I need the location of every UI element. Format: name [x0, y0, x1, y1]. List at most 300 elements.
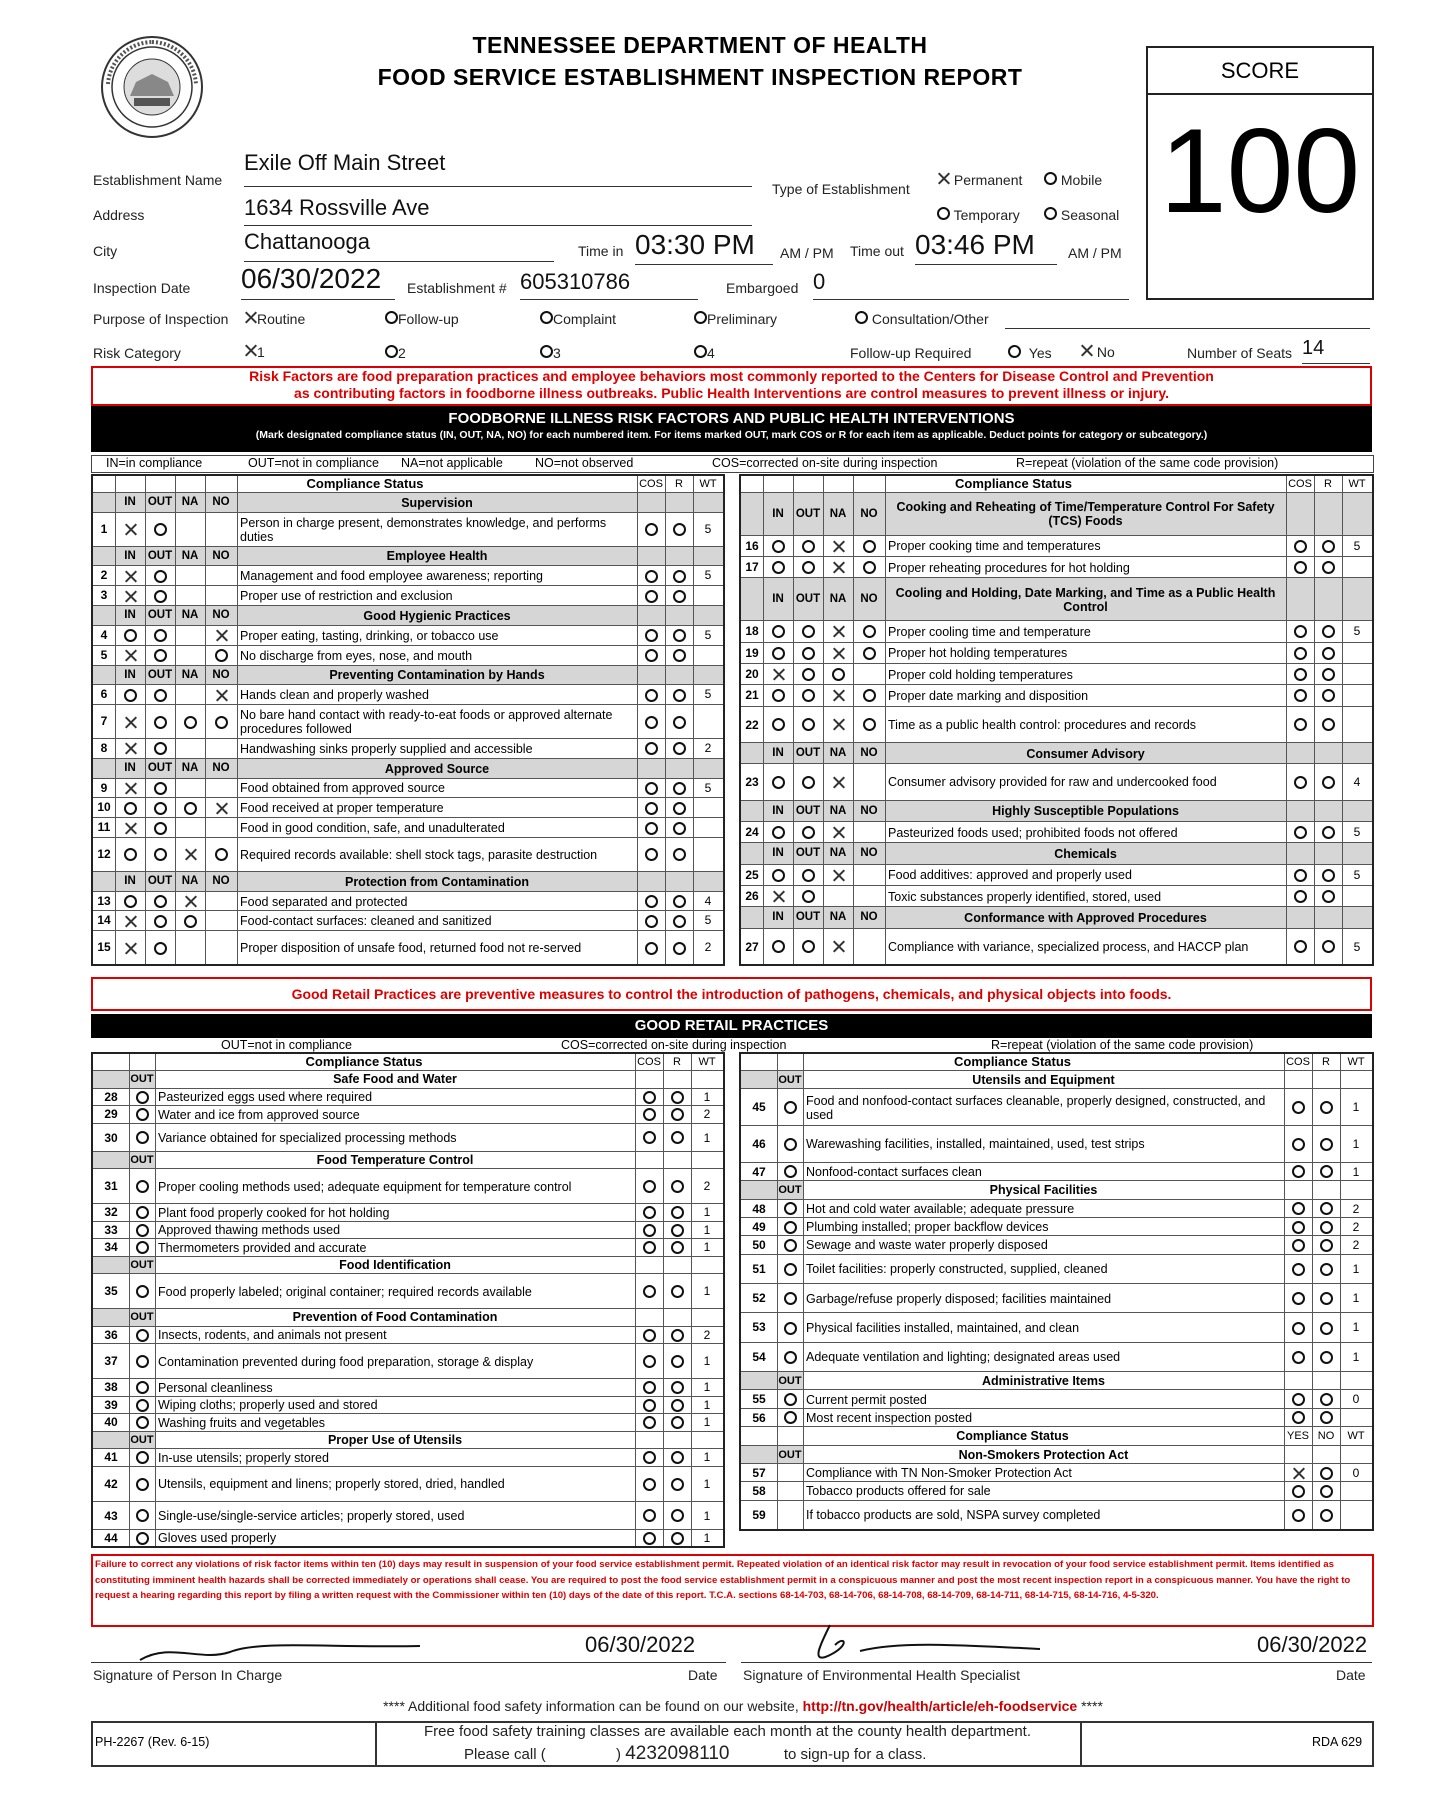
- grp-left-item-number: 36: [104, 1327, 118, 1342]
- rf-left-subheader: Employee Health: [386, 549, 488, 564]
- rf-right-col-out-label: OUT: [795, 911, 821, 924]
- inspection-date-label: Inspection Date: [93, 280, 191, 296]
- r-radio-icon: [1320, 1202, 1333, 1215]
- cos-radio-icon: [643, 1399, 656, 1412]
- rf-right-in-box: [763, 707, 793, 743]
- grp-right-item-row: [741, 1254, 1372, 1284]
- grp-right-r-box: [1312, 1236, 1340, 1254]
- grp-left-cos-box: [635, 1397, 663, 1415]
- rf-left-item-row: [93, 625, 723, 646]
- grp-right-item-row: [741, 1217, 1372, 1236]
- out-radio-icon: [784, 1351, 797, 1364]
- r-radio-icon: [1320, 1221, 1333, 1234]
- grp-right-out-box: [777, 1409, 803, 1427]
- establishment-number-label: Establishment #: [407, 280, 507, 296]
- cos-radio-icon: [1294, 776, 1307, 789]
- checked-icon: [937, 172, 950, 185]
- rf-right-item-text: Proper cooling time and temperature: [888, 624, 1091, 639]
- grp-left-item-number: 30: [104, 1130, 118, 1145]
- rf-right-cos-box: [1286, 664, 1314, 685]
- grp-left-item-number: 35: [104, 1284, 118, 1298]
- checked-icon: [832, 869, 845, 882]
- grp-left-weight: 1: [703, 1530, 711, 1545]
- grp-left-item-text: In-use utensils; properly stored: [158, 1450, 329, 1465]
- rf-left-column-divider: [237, 476, 238, 964]
- grp-right-cos-box: [1284, 1200, 1312, 1218]
- grp-right-item-text: Nonfood-contact surfaces clean: [806, 1164, 982, 1179]
- grp-left-item-row: [93, 1343, 723, 1379]
- grp-right-wt-header: WT: [1347, 1056, 1365, 1068]
- r-radio-icon: [671, 1180, 684, 1193]
- rf-right-column-divider: [853, 476, 854, 964]
- rf-right-no-box: [853, 557, 885, 578]
- rf-left-cos-box: [637, 911, 665, 931]
- rf-left-weight: 5: [704, 687, 712, 702]
- grp-left-col-out-label: OUT: [129, 1152, 155, 1170]
- grp-left-out-box: [129, 1530, 155, 1548]
- radio-icon: [694, 345, 707, 358]
- radio-icon: [802, 561, 815, 574]
- r-radio-icon: [671, 1329, 684, 1342]
- checked-icon: [772, 668, 785, 681]
- grp-left-r-box: [663, 1449, 691, 1467]
- grp-right-item-number: 50: [752, 1238, 766, 1253]
- rf-right-na-box: [823, 764, 853, 800]
- radio-icon: [772, 776, 785, 789]
- checked-icon: [124, 782, 137, 795]
- grp-right-item-number: 51: [752, 1261, 766, 1276]
- cos-radio-icon: [645, 590, 658, 603]
- r-radio-icon: [671, 1451, 684, 1464]
- grp-left-out-box: [129, 1222, 155, 1240]
- grp-left-weight: 1: [703, 1222, 711, 1237]
- risk-factors-title: FOODBORNE ILLNESS RISK FACTORS AND PUBLIC HEALTH INTERVENTIONS: [448, 410, 1015, 427]
- rf-left-r-box: [665, 838, 693, 872]
- checked-icon: [832, 540, 845, 553]
- out-radio-icon: [784, 1411, 797, 1424]
- grp-left-item-text: Proper cooling methods used; adequate equipment for temperature control: [158, 1179, 572, 1194]
- rf-left-item-text: Proper disposition of unsafe food, returned food not re-served: [240, 941, 582, 956]
- form-number: PH-2267 (Rev. 6-15): [95, 1735, 210, 1749]
- rf-right-na-box: [823, 865, 853, 886]
- rf-right-col-no-label: NO: [860, 746, 878, 759]
- rf-left-na-box: [175, 911, 205, 931]
- grp-right-item-text: Warewashing facilities, installed, maintained, used, test strips: [806, 1137, 1145, 1152]
- r-radio-icon: [673, 716, 686, 729]
- phone-number: 4232098110: [625, 1743, 730, 1764]
- rf-left-r-box: [665, 911, 693, 931]
- grp-right-item-row: [741, 1199, 1372, 1218]
- grp-left-item-number: 34: [104, 1240, 118, 1254]
- rf-left-r-box: [665, 779, 693, 799]
- rf-left-r-header: R: [675, 478, 683, 490]
- time-in-field: 03:30 PM: [635, 229, 773, 265]
- grp-left-weight: 2: [703, 1327, 711, 1342]
- grp-left-subheader-row: [93, 1431, 723, 1450]
- rf-left-weight: [693, 646, 723, 666]
- grp-left-r-box: [663, 1089, 691, 1107]
- radio-icon: [154, 590, 167, 603]
- grp-left-item-text: Pasteurized eggs used where required: [158, 1090, 373, 1105]
- rf-left-out-box: [145, 566, 175, 586]
- rf-right-col-na-label: NA: [829, 804, 847, 817]
- rf-left-weight: 5: [704, 913, 712, 928]
- rf-left-in-box: [115, 513, 145, 547]
- out-radio-icon: [136, 1224, 149, 1237]
- grp-right-weight: 1: [1352, 1320, 1360, 1335]
- rf-left-item-number: 13: [97, 893, 111, 908]
- grp-right-out-box: [777, 1313, 803, 1342]
- grp-left-item-text: Gloves used properly: [158, 1531, 277, 1546]
- rf-left-r-box: [665, 513, 693, 547]
- embargoed-label: Embargoed: [726, 280, 799, 296]
- radio-icon: [154, 915, 167, 928]
- rf-right-in-box: [763, 764, 793, 800]
- rf-right-r-box: [1314, 643, 1342, 664]
- grp-right-column-divider: [1284, 1054, 1285, 1529]
- rf-left-status-header: Compliance Status: [306, 476, 424, 491]
- radio-icon: [863, 689, 876, 702]
- grp-right-item-row: [741, 1235, 1372, 1254]
- rf-right-item-row: [741, 535, 1372, 557]
- grp-right-cos-box: [1284, 1482, 1312, 1500]
- rf-right-in-box: [763, 865, 793, 886]
- rf-left-col-out-label: OUT: [147, 761, 173, 774]
- rf-left-weight: 5: [704, 780, 712, 795]
- rf-left-subheader-row: [93, 665, 723, 686]
- legend-no: NO=not observed: [535, 456, 634, 470]
- rf-left-item-text: Proper use of restriction and exclusion: [240, 589, 453, 604]
- rf-left-weight: [693, 838, 723, 872]
- grp-left-r-box: [663, 1502, 691, 1530]
- time-in-label: Time in: [578, 243, 624, 259]
- rf-right-item-number: 26: [745, 888, 759, 903]
- city-label: City: [93, 243, 118, 259]
- rf-left-item-number: 14: [97, 913, 111, 928]
- radio-icon: [124, 848, 137, 861]
- grp-right-col-out-label: OUT: [777, 1181, 803, 1199]
- grp-left-cos-box: [635, 1169, 663, 1204]
- grp-left-cos-box: [635, 1530, 663, 1548]
- radio-icon: [215, 716, 228, 729]
- rf-left-item-text: Person in charge present, demonstrates knowledge, and performs duties: [240, 515, 607, 544]
- rf-left-cos-box: [637, 798, 665, 818]
- checked-icon: [832, 625, 845, 638]
- rf-right-out-box: [793, 536, 823, 557]
- grp-left-item-text: Single-use/single-service articles; properly stored, used: [158, 1508, 465, 1523]
- grp-left-out-box: [129, 1124, 155, 1152]
- grp-right-item-text: Hot and cold water available; adequate pressure: [806, 1201, 1075, 1216]
- rf-left-item-number: 5: [100, 647, 108, 662]
- food-service-link[interactable]: http://tn.gov/health/article/eh-foodservice: [802, 1698, 1078, 1714]
- address-field: 1634 Rossville Ave: [244, 195, 752, 226]
- r-radio-icon: [673, 782, 686, 795]
- grp-left-out-box: [129, 1169, 155, 1204]
- radio-icon: [124, 895, 137, 908]
- rf-right-col-in-label: IN: [772, 911, 784, 924]
- rf-right-weight: 5: [1353, 824, 1361, 839]
- rf-left-item-text: No discharge from eyes, nose, and mouth: [240, 648, 473, 663]
- rf-right-r-box: [1314, 929, 1342, 965]
- rf-right-item-number: 20: [745, 666, 759, 681]
- rf-left-col-out-label: OUT: [147, 609, 173, 622]
- ehs-signature-label: Signature of Environmental Health Specialist: [743, 1667, 1021, 1683]
- rf-right-col-no-label: NO: [860, 911, 878, 924]
- rf-left-item-text: Food-contact surfaces: cleaned and sanitized: [240, 914, 492, 929]
- grp-right-item-number: 49: [752, 1219, 766, 1234]
- rf-left-item-row: [93, 565, 723, 586]
- rf-left-column-divider: [115, 476, 116, 964]
- rf-right-item-text: Consumer advisory provided for raw and undercooked food: [888, 775, 1217, 790]
- grp-right-cos-box: [1284, 1126, 1312, 1163]
- grp-left-r-box: [663, 1530, 691, 1548]
- type-mobile: Mobile: [1044, 172, 1102, 188]
- grp-right-out-box: [777, 1390, 803, 1408]
- rf-left-subheader: Preventing Contamination by Hands: [329, 668, 545, 683]
- r-radio-icon: [1320, 1263, 1333, 1276]
- rf-right-item-number: 23: [745, 775, 759, 790]
- inspection-date-field: 06/30/2022: [241, 263, 395, 300]
- rf-right-r-box: [1314, 685, 1342, 706]
- rf-left-in-box: [115, 892, 145, 912]
- grp-left-cos-box: [635, 1124, 663, 1152]
- call-paren: ): [616, 1746, 622, 1763]
- grp-left-cos-box: [635, 1274, 663, 1309]
- report-title: FOOD SERVICE ESTABLISHMENT INSPECTION REPORT: [377, 64, 1023, 90]
- rf-left-item-row: [93, 817, 723, 838]
- rf-right-cos-box: [1286, 685, 1314, 706]
- checked-icon: [124, 942, 137, 955]
- grp-right-out-box: [777, 1163, 803, 1181]
- rf-left-column-divider: [693, 476, 694, 964]
- grp-left-weight: 1: [703, 1380, 711, 1394]
- rf-right-no-box: [853, 685, 885, 706]
- grp-right-item-text: Current permit posted: [806, 1392, 927, 1407]
- grp-right-r-box: [1312, 1089, 1340, 1126]
- grp-left-column-divider: [155, 1054, 156, 1546]
- rf-left-item-text: Hands clean and properly washed: [240, 688, 430, 703]
- grp-left-item-row: [93, 1088, 723, 1107]
- legend-in: IN=in compliance: [106, 456, 203, 470]
- rf-right-subheader: Highly Susceptible Populations: [992, 804, 1179, 819]
- grp-left-item-row: [93, 1448, 723, 1467]
- grp-left-weight: 1: [703, 1284, 711, 1298]
- type-permanent: Permanent: [937, 172, 1022, 188]
- cos-radio-icon: [1292, 1322, 1305, 1335]
- cos-radio-icon: [645, 523, 658, 536]
- city-field: Chattanooga: [244, 229, 554, 262]
- legend-r: R=repeat (violation of the same code provision): [1016, 456, 1279, 470]
- ehs-signature-line: [741, 1662, 1372, 1663]
- rf-left-r-box: [665, 626, 693, 646]
- radio-icon: [863, 540, 876, 553]
- grp-right-item-text: Garbage/refuse properly disposed; facilities maintained: [806, 1291, 1112, 1306]
- radio-icon: [802, 647, 815, 660]
- grp-section-header: GOOD RETAIL PRACTICES: [91, 1014, 1372, 1038]
- radio-icon: [772, 718, 785, 731]
- radio-icon: [154, 570, 167, 583]
- grp-right-out-box: [777, 1236, 803, 1254]
- grp-right-col-out-label: OUT: [777, 1372, 803, 1390]
- grp-left-r-box: [663, 1397, 691, 1415]
- rf-right-in-box: [763, 536, 793, 557]
- grp-left-weight: 1: [703, 1476, 711, 1491]
- rf-right-col-in-label: IN: [772, 847, 784, 860]
- radio-icon: [802, 540, 815, 553]
- out-radio-icon: [136, 1091, 149, 1104]
- grp-right-item-number: 46: [752, 1137, 766, 1152]
- rf-left-col-in-label: IN: [124, 496, 136, 508]
- rf-left-out-box: [145, 586, 175, 606]
- grp-right-item-text: Sewage and waste water properly disposed: [806, 1238, 1048, 1253]
- r-radio-icon: [1320, 1411, 1333, 1424]
- radio-icon: [154, 848, 167, 861]
- rf-right-subheader: Conformance with Approved Procedures: [964, 911, 1207, 925]
- rf-left-na-box: [175, 705, 205, 739]
- rf-right-cos-box: [1286, 886, 1314, 907]
- r-radio-icon: [673, 590, 686, 603]
- rf-left-weight: 2: [704, 940, 712, 955]
- cos-radio-icon: [645, 742, 658, 755]
- r-radio-icon: [1322, 647, 1335, 660]
- r-radio-icon: [1320, 1322, 1333, 1335]
- rf-left-out-box: [145, 739, 175, 759]
- rf-right-no-box: [853, 707, 885, 743]
- rf-left-col-no-label: NO: [212, 549, 230, 562]
- grp-right-item-row: [741, 1389, 1372, 1408]
- checked-icon: [215, 802, 228, 815]
- grp-left-item-row: [93, 1413, 723, 1432]
- radio-icon: [772, 540, 785, 553]
- cos-radio-icon: [645, 822, 658, 835]
- grp-left-item-text: Insects, rodents, and animals not present: [158, 1328, 387, 1343]
- grp-right-subheader-bg: [741, 1071, 777, 1089]
- radio-icon: [802, 718, 815, 731]
- rf-right-na-box: [823, 822, 853, 843]
- grp-right-subheader-row: [741, 1070, 1372, 1089]
- r-radio-icon: [671, 1224, 684, 1237]
- r-radio-icon: [1320, 1485, 1333, 1498]
- out-radio-icon: [136, 1451, 149, 1464]
- rf-left-col-no-label: NO: [212, 668, 230, 681]
- rf-right-out-box: [793, 865, 823, 886]
- time-out-field: 03:46 PM: [915, 229, 1057, 265]
- grp-left-cos-header: COS: [637, 1056, 661, 1068]
- rf-left-item-row: [93, 910, 723, 931]
- rf-left-cos-box: [637, 818, 665, 838]
- legend-out: OUT=not in compliance: [248, 456, 379, 470]
- rf-right-item-row: [741, 663, 1372, 685]
- grp-right-item-text: Adequate ventilation and lighting; designated areas used: [806, 1350, 1121, 1365]
- grp-right-out-box: [777, 1255, 803, 1284]
- grp-left-wt-header: WT: [698, 1056, 716, 1068]
- cos-radio-icon: [1294, 625, 1307, 638]
- rf-left-col-na-label: NA: [181, 609, 199, 622]
- rf-right-item-row: [741, 706, 1372, 743]
- r-radio-icon: [1322, 540, 1335, 553]
- rf-right-weight: 4: [1353, 775, 1361, 790]
- grp-right-table: [739, 1052, 1374, 1531]
- r-radio-icon: [673, 570, 686, 583]
- rf-left-item-number: 3: [100, 588, 108, 603]
- grp-right-item-text: Tobacco products offered for sale: [806, 1484, 991, 1499]
- rf-left-col-na-label: NA: [181, 761, 199, 774]
- rf-left-column-divider: [205, 476, 206, 964]
- rf-left-na-box: [175, 798, 205, 818]
- r-radio-icon: [671, 1532, 684, 1545]
- risk-factors-right-table: [739, 474, 1374, 966]
- grp-left-item-text: Thermometers provided and accurate: [158, 1240, 367, 1255]
- rf-right-out-box: [793, 929, 823, 965]
- rf-left-item-number: 12: [97, 847, 111, 862]
- cos-radio-icon: [1294, 689, 1307, 702]
- rf-right-subheader: Cooling and Holding, Date Marking, and Time as a Public Health Control: [895, 585, 1276, 614]
- risk-factors-section-header: [91, 406, 1372, 452]
- rf-left-weight: 2: [704, 740, 712, 755]
- rf-right-subheader-row: [741, 742, 1372, 764]
- checked-icon: [184, 848, 197, 861]
- time-out-ampm: AM / PM: [1068, 245, 1122, 261]
- grp-left-item-row: [93, 1273, 723, 1309]
- rf-right-out-box: [793, 664, 823, 685]
- grp-right-subheader: Physical Facilities: [989, 1183, 1098, 1198]
- rf-left-item-text: Food obtained from approved source: [240, 781, 445, 796]
- rf-right-item-text: Time as a public health control: procedures and records: [888, 717, 1197, 732]
- type-seasonal: Seasonal: [1044, 207, 1119, 223]
- grp-right-cos-box: [1284, 1390, 1312, 1408]
- purpose-preliminary: Preliminary: [694, 311, 777, 327]
- grp-right-weight: [1340, 1501, 1372, 1530]
- r-radio-icon: [1320, 1292, 1333, 1305]
- rf-left-subheader-row: [93, 546, 723, 567]
- grp-left-subheader-row: [93, 1308, 723, 1327]
- radio-icon: [1044, 207, 1057, 220]
- rf-left-subheader: Supervision: [401, 495, 473, 510]
- rf-right-out-box: [793, 822, 823, 843]
- cos-radio-icon: [645, 942, 658, 955]
- r-radio-icon: [1322, 689, 1335, 702]
- rf-left-weight: [693, 798, 723, 818]
- grp-right-cos-box: [1284, 1464, 1312, 1482]
- rf-right-subheader-row: [741, 492, 1372, 536]
- grp-right-item-number: 45: [752, 1100, 766, 1115]
- rf-right-subheader: Cooking and Reheating of Time/Temperature Control For Safety (TCS) Foods: [896, 500, 1275, 529]
- grp-right-out-box: [777, 1200, 803, 1218]
- risk-3: 3: [540, 345, 561, 361]
- rf-left-item-row: [93, 891, 723, 912]
- grp-right-item-text: Plumbing installed; proper backflow devices: [806, 1220, 1049, 1235]
- rf-left-column-divider: [175, 476, 176, 964]
- rf-right-subheader-row: [741, 906, 1372, 928]
- risk-factors-subtitle: (Mark designated compliance status (IN, OUT, NA, NO) for each numbered item. For items marked OUT, mark COS or R for each item as applicable. Deduct points for category or subcategory.): [255, 429, 1208, 441]
- rf-left-col-out-label: OUT: [147, 874, 173, 887]
- grp-left-cos-box: [635, 1344, 663, 1379]
- grp-right-item-number: 53: [752, 1320, 766, 1335]
- grp-left-subheader-bg: [93, 1257, 129, 1275]
- rf-right-col-no-label: NO: [860, 593, 878, 606]
- embargoed-field: 0: [813, 269, 1129, 300]
- grp-left-r-box: [663, 1327, 691, 1345]
- rf-right-item-number: 25: [745, 867, 759, 882]
- rf-right-no-box: [853, 621, 885, 642]
- type-label: Type of Establishment: [772, 181, 910, 197]
- radio-icon: [540, 345, 553, 358]
- rf-right-item-text: Pasteurized foods used; prohibited foods not offered: [888, 825, 1178, 840]
- grp-left-weight: 1: [703, 1089, 711, 1104]
- grp-left-cos-box: [635, 1502, 663, 1530]
- rf-left-column-divider: [637, 476, 638, 964]
- pic-signature-label: Signature of Person In Charge: [93, 1667, 283, 1683]
